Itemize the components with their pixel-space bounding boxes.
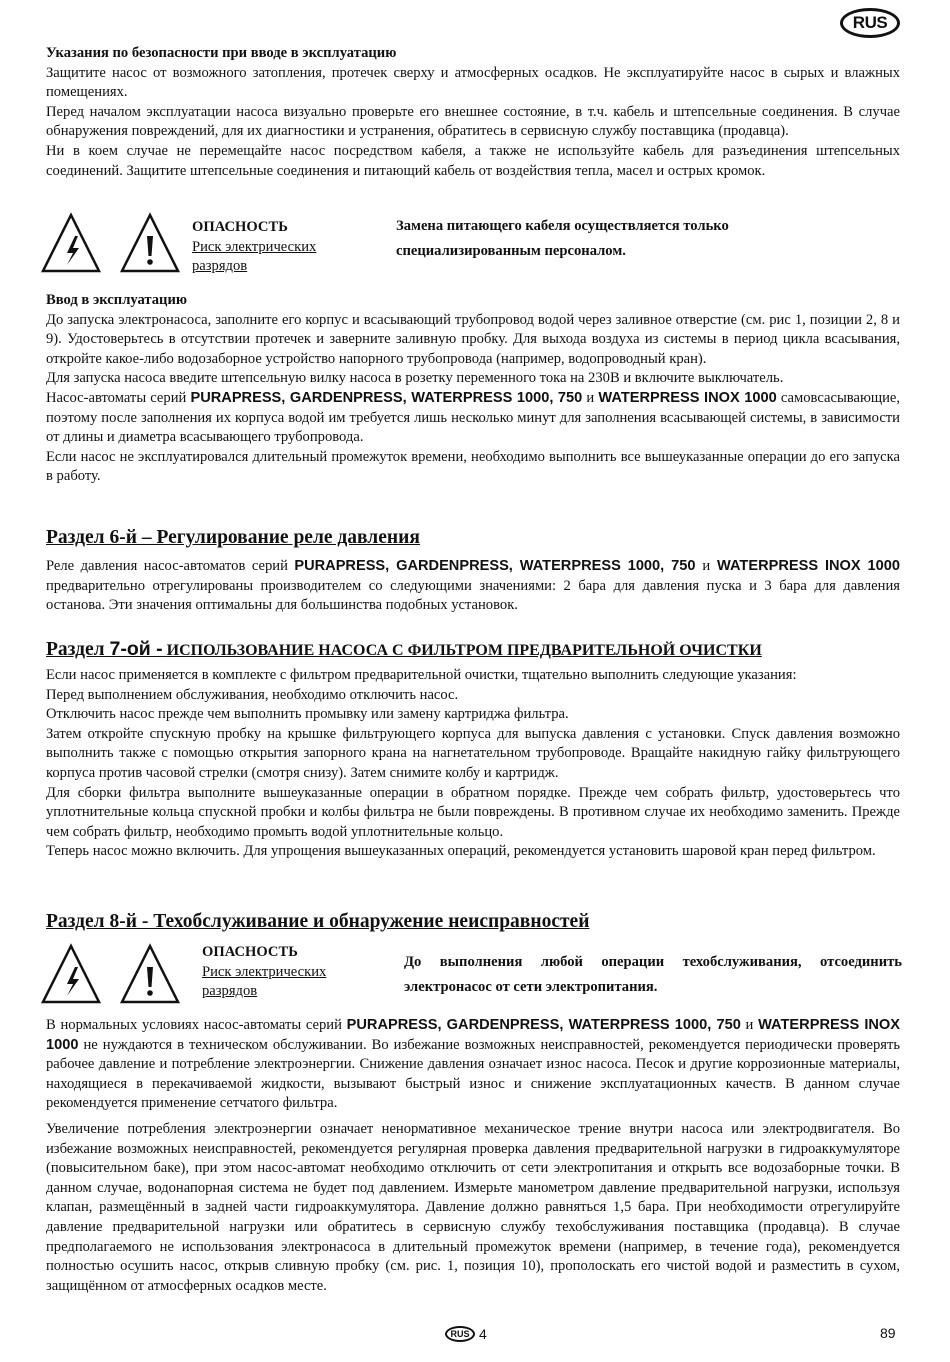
model-names-inox: WATERPRESS INOX 1000 — [46, 1017, 900, 1053]
danger-message-2 — [404, 950, 902, 1000]
warning-exclamation-icon — [122, 946, 178, 1002]
commissioning-section — [46, 291, 900, 487]
model-names-inox: WATERPRESS INOX 1000 — [710, 558, 900, 574]
footer-section-number: 4 — [479, 1326, 487, 1342]
section-7-paragraph-1: Если насос применяется в комплекте с фильтром предварительной очистки, тщательно выполнить следующие указания: — [46, 667, 797, 683]
commissioning-heading: Ввод в эксплуатацию — [46, 292, 188, 308]
danger-message-line-2: электронасос от сети электропитания. — [404, 979, 658, 995]
section-7-paragraph-6: Теперь насос можно включить. Для упрощения вышеуказанных операций, рекомендуется установить шаровой кран перед фильтром. — [46, 843, 876, 860]
high-voltage-icon — [43, 215, 99, 271]
page-number: 89 — [880, 1325, 896, 1341]
danger-subtitle-line-2: разрядов — [202, 983, 258, 1000]
safety-paragraph-3: Ни в коем случае не перемещайте насос посредством кабеля, а также не используйте кабель для разъединения штепсельных соединений. Защитите штепсельные соединения и питающий кабель от воздействия тепла, масел и острых кромок. — [46, 142, 900, 179]
danger-message-line-2: специализированным персоналом. — [396, 243, 626, 259]
rus-language-badge: RUS — [840, 8, 900, 38]
model-names: PURAPRESS, GARDENPRESS, WATERPRESS — [294, 558, 621, 574]
danger-subtitle-line-2: разрядов — [192, 258, 248, 275]
danger-message-1 — [396, 214, 729, 264]
section-7-paragraph-5: Для сборки фильтра выполните вышеуказанные операции в обратном порядке. Прежде чем собрать фильтр, удостоверьтесь что уплотнительные кольца спускной пробки и колбы фильтра не были повреждены. В противном случае их необходимо заменить. Прежде чем собрать фильтр, необходимо промыть водой уплотнительные кольцо. — [46, 784, 900, 840]
section-7-paragraph-4: Затем откройте спускную пробку на крышке фильтрующего корпуса для выпуска давления с установки. Спуск давления возможно выполнить также с помощью открытия запорного крана на нагнетательном трубопроводе. Вращайте накидную гайку фильтрующего корпуса против часовой стрелки (смотря снизу). Затем снимите колбу и картридж. — [46, 725, 900, 781]
section-7-title: Раздел 7-ой - ИСПОЛЬЗОВАНИЕ НАСОСА С ФИЛЬТРОМ ПРЕДВАРИТЕЛЬНОЙ ОЧИСТКИ — [46, 638, 762, 660]
danger-block-2 — [40, 943, 902, 1023]
danger-label-2 — [202, 943, 326, 1002]
danger-icons — [40, 943, 190, 1005]
section-8-paragraph-2: Увеличение потребления электроэнергии означает ненормативное механическое трение внутри насоса или электродвигателя. Во избежание возможных неисправностей, рекомендуется регулярная проверка давления предварительной нагрузки в гидроаккумуляторе (повысительном баке), при этом насос-автомат необходимо отключить от сети электропитания и открыть все водозаборные точки. В данном случае, водонапорная система не будет под давлением. Измерьте манометром давление предварительной нагрузки, используя клапан, размещённый в задней части гидроаккумулятора. Давление должно равняться 1,5 бара. При необходимости отрегулируйте давление предварительной нагрузки или обратитесь в сервисную службу техобслуживания поставщика (продавца). В случае предполагаемого не использования электронасоса в длительный промежуток времени (например, в течение года), рекомендуется полностью осушить насос, открыв сливную пробку (см. рис. 1, позиция 10), прополоскать его чистой водой и разместить в сухом, защищённом от атмосферных осадков месте. — [46, 1120, 900, 1294]
section-6-title: Раздел 6-й – Регулирование реле давления — [46, 527, 420, 548]
model-names-inox: WATERPRESS INOX 1000 — [598, 389, 777, 406]
commissioning-paragraph-1: До запуска электронасоса, заполните его корпус и всасывающий трубопровод водой через заливное отверстие (см. рис 1, позиции 2, 8 и 9). Удостоверьтесь в отсутствии протечек и заверните заливную пробку. Для выхода воздуха из системы в период цикла всасывания, откройте какое-либо водозаборное устройство напорного трубопровода (например, водопроводный кран). — [46, 311, 900, 367]
danger-message-line-1: Замена питающего кабеля осуществляется только — [396, 218, 729, 234]
commissioning-paragraph-3: Насос-автоматы серий PURAPRESS, GARDENPRESS, WATERPRESS 1000, 750 и WATERPRESS INOX 1000 самовсасывающие, поэтому после заполнения их корпуса водой им требуется лишь несколько минут для заполнения всасывающей системы, в зависимости от длины и диаметра всасывающего трубопровода. — [46, 389, 901, 446]
section-8-body — [46, 1016, 900, 1296]
model-names: PURAPRESS, GARDENPRESS, WATERPRESS 1000, 750 — [190, 389, 583, 406]
danger-message-line-1: До выполнения любой операции техобслуживания, отсоединить — [404, 954, 902, 970]
commissioning-paragraph-4: Если насос не эксплуатировался длительный промежуток времени, необходимо выполнить все вышеуказанные операции до его запуска в работу. — [46, 448, 900, 485]
section-7-body — [46, 666, 900, 862]
danger-icons — [40, 212, 190, 274]
footer-rus-badge: RUS — [445, 1326, 475, 1342]
section-6-body — [46, 557, 900, 616]
section-6-paragraph: Реле давления насос-автоматов серий PURAPRESS, GARDENPRESS, WATERPRESS 1000, 750 и WATERPRESS INOX 1000 предварительно отрегулированы производителем со следующими значениями: 2 бара для давления пуска и 3 бара для давления останова. Эти значения оптимальны для большинства подобных установок. — [46, 558, 900, 614]
section-8-paragraph-1: В нормальных условиях насос-автоматы серий PURAPRESS, GARDENPRESS, WATERPRESS 1000, 750 и WATERPRESS INOX 1000 не нуждаются в техническом обслуживании. Во избежание возможных неисправностей, рекомендуется периодически проверять рабочее давление и потребление электроэнергии. Снижение давления означает износ насоса. Песок и другие коррозионные материалы, находящиеся в перекачиваемой жидкости, вызывают быстрый износ и снижение эксплуатационных качеств. В данном случае рекомендуется применение сетчатого фильтра. — [46, 1017, 900, 1112]
section-7-paragraph-3: Отключить насос прежде чем выполнить промывку или замену картриджа фильтра. — [46, 706, 569, 723]
section-8-title: Раздел 8-й - Техобслуживание и обнаружение неисправностей — [46, 911, 590, 932]
danger-subtitle-line-1: Риск электрических — [202, 963, 327, 980]
danger-subtitle-line-1: Риск электрических — [192, 238, 317, 255]
high-voltage-icon — [43, 946, 99, 1002]
danger-title: ОПАСНОСТЬ — [192, 219, 288, 235]
warning-exclamation-icon — [122, 215, 178, 271]
danger-label-1 — [192, 218, 316, 277]
danger-title: ОПАСНОСТЬ — [202, 944, 298, 960]
model-names: PURAPRESS, GARDENPRESS, WATERPRESS 1000, 750 — [346, 1017, 741, 1033]
safety-paragraph-1: Защитите насос от возможного затопления, протечек сверху и атмосферных осадков. Не эксплуатируйте насос в сырых и влажных помещениях. — [46, 64, 900, 101]
section-7-paragraph-2: Перед выполнением обслуживания, необходимо отключить насос. — [46, 686, 459, 703]
commissioning-paragraph-2: Для запуска насоса введите штепсельную вилку насоса в розетку переменного тока на 230В и включите выключатель. — [46, 370, 784, 387]
safety-section — [46, 44, 900, 181]
safety-heading: Указания по безопасности при вводе в эксплуатацию — [46, 45, 397, 61]
footer-center — [445, 1324, 487, 1344]
safety-paragraph-2: Перед началом эксплуатации насоса визуально проверьте его внешнее состояние, в т.ч. кабель и штепсельные соединения. В случае обнаружения повреждений, для их диагностики и устранения, обратитесь в сервисную службу поставщика (продавца). — [46, 103, 900, 140]
danger-block-1 — [40, 212, 902, 292]
